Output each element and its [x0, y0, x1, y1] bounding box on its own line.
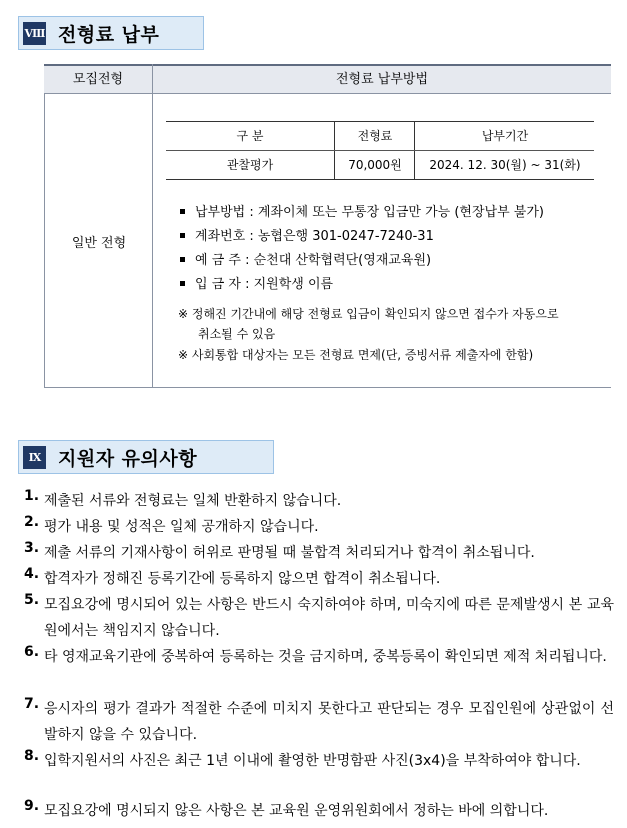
note-auto-cancel-cont: 취소될 수 있음 [198, 327, 276, 341]
bullet-square-icon [180, 281, 185, 286]
inner-header-row [166, 122, 594, 150]
bullet-depositor: 입 금 자 : 지원학생 이름 [180, 273, 333, 292]
inner-header-category: 구 분 [236, 129, 264, 143]
inner-table-bottom-border [166, 179, 594, 180]
row-label-cell [44, 94, 153, 388]
section-8-title: 전형료 납부 [58, 23, 160, 46]
inner-cell-fee: 70,000원 [334, 151, 415, 179]
note-fee-exemption: ※ 사회통합 대상자는 모든 전형료 면제(단, 증빙서류 제출자에 한함) [178, 348, 534, 362]
inner-header-period: 납부기간 [414, 122, 595, 150]
fee-table-header-row [44, 64, 611, 94]
section-8-numeral: Ⅷ [23, 22, 46, 45]
bullet-payment-method: 납부방법 : 계좌이체 또는 무통장 입금만 가능 (현장납부 불가) [180, 201, 544, 220]
inner-cell-category: 관찰평가 [226, 158, 274, 172]
inner-data-row [166, 151, 594, 179]
section-8-header [18, 16, 204, 50]
table-bottom-border [44, 387, 611, 388]
bullet-account-holder: 예 금 주 : 순천대 산학협력단(영재교육원) [180, 249, 431, 268]
section-9-title: 지원자 유의사항 [58, 447, 198, 470]
col-header-payment-method: 전형료 납부방법 [335, 72, 429, 87]
section-9-header [18, 440, 274, 474]
bullet-account-number: 계좌번호 : 농협은행 301-0247-7240-31 [180, 225, 434, 244]
section-9-numeral: IX [23, 446, 46, 469]
row-label-general: 일반 전형 [71, 236, 127, 251]
bullet-square-icon [180, 209, 185, 214]
bullet-square-icon [180, 233, 185, 238]
bullet-square-icon [180, 257, 185, 262]
inner-header-fee: 전형료 [334, 122, 415, 150]
col-header-admission-type: 모집전형 [72, 72, 124, 87]
note-auto-cancel: ※ 정해진 기간내에 해당 전형료 입금이 확인되지 않으면 접수가 자동으로 [178, 307, 559, 321]
inner-cell-period: 2024. 12. 30(월) ~ 31(화) [414, 151, 595, 179]
